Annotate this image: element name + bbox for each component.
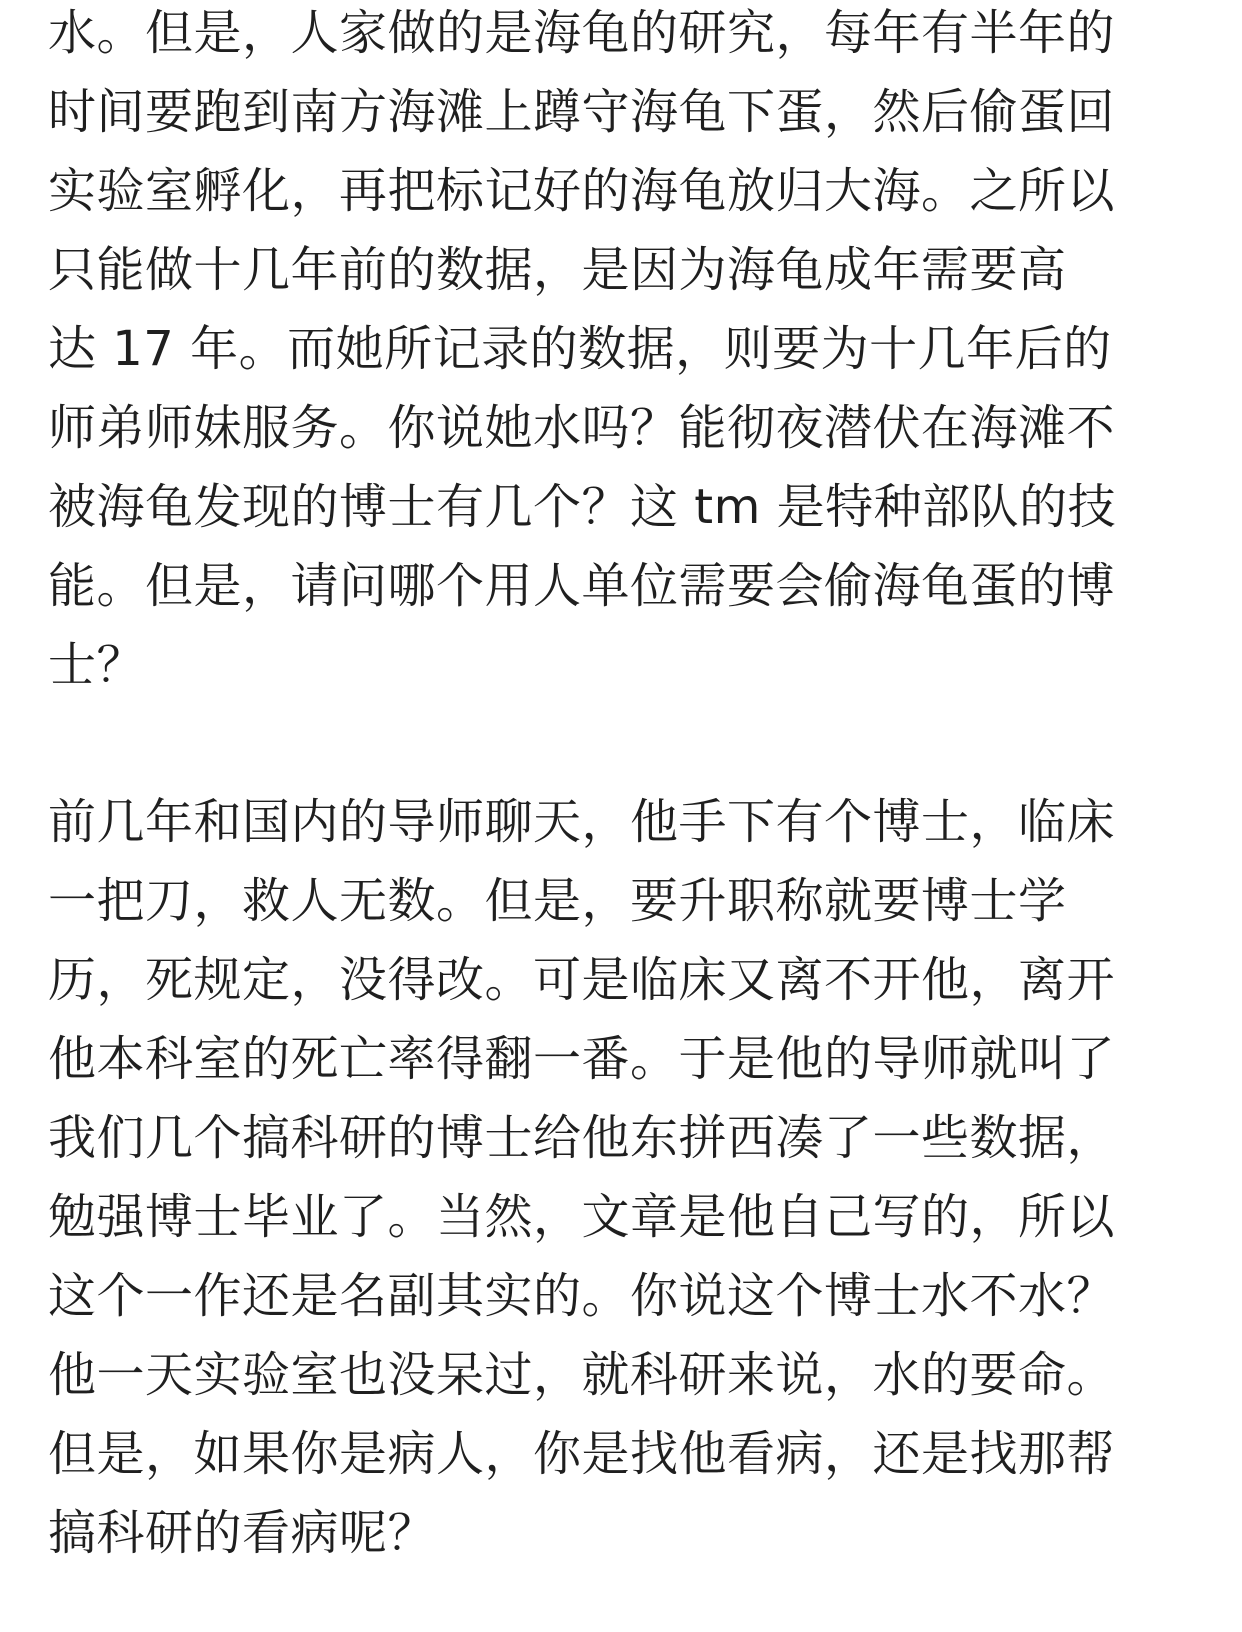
text-line: 搞科研的看病呢？ [48, 1505, 437, 1561]
text-line: 只能做十几年前的数据，是因为海龟成年需要高 [48, 242, 1067, 298]
text-line: 能。但是，请问哪个用人单位需要会偷海龟蛋的博 [48, 558, 1116, 614]
text-line: 师弟师妹服务。你说她水吗？能彻夜潜伏在海滩不 [48, 400, 1116, 456]
text-line: 被海龟发现的博士有几个？这 tm 是特种部队的技 [48, 479, 1117, 535]
text-line: 一把刀，救人无数。但是，要升职称就要博士学 [48, 873, 1067, 929]
text-line: 士？ [48, 637, 146, 693]
text-line: 时间要跑到南方海滩上蹲守海龟下蛋，然后偷蛋回 [48, 84, 1116, 140]
text-line: 但是，如果你是病人，你是找他看病，还是找那帮 [48, 1426, 1116, 1482]
article-body [48, 0, 1208, 1573]
text-line: 他一天实验室也没呆过，就科研来说，水的要命。 [48, 1347, 1116, 1403]
text-line: 历，死规定，没得改。可是临床又离不开他，离开 [48, 952, 1116, 1008]
text-line: 达 17 年。而她所记录的数据，则要为十几年后的 [48, 321, 1112, 377]
text-line: 前几年和国内的导师聊天，他手下有个博士，临床 [48, 794, 1116, 850]
text-line: 他本科室的死亡率得翻一番。于是他的导师就叫了 [48, 1031, 1116, 1087]
text-line: 水。但是，人家做的是海龟的研究，每年有半年的 [48, 5, 1116, 61]
text-line: 勉强博士毕业了。当然，文章是他自己写的，所以 [48, 1189, 1116, 1245]
text-line: 这个一作还是名副其实的。你说这个博士水不水？ [48, 1268, 1116, 1324]
paragraph-sea-turtle-phd [48, 0, 1208, 705]
paragraph-clinical-phd [48, 783, 1208, 1573]
text-line: 实验室孵化，再把标记好的海龟放归大海。之所以 [48, 163, 1116, 219]
text-line: 我们几个搞科研的博士给他东拼西凑了一些数据， [48, 1110, 1116, 1166]
